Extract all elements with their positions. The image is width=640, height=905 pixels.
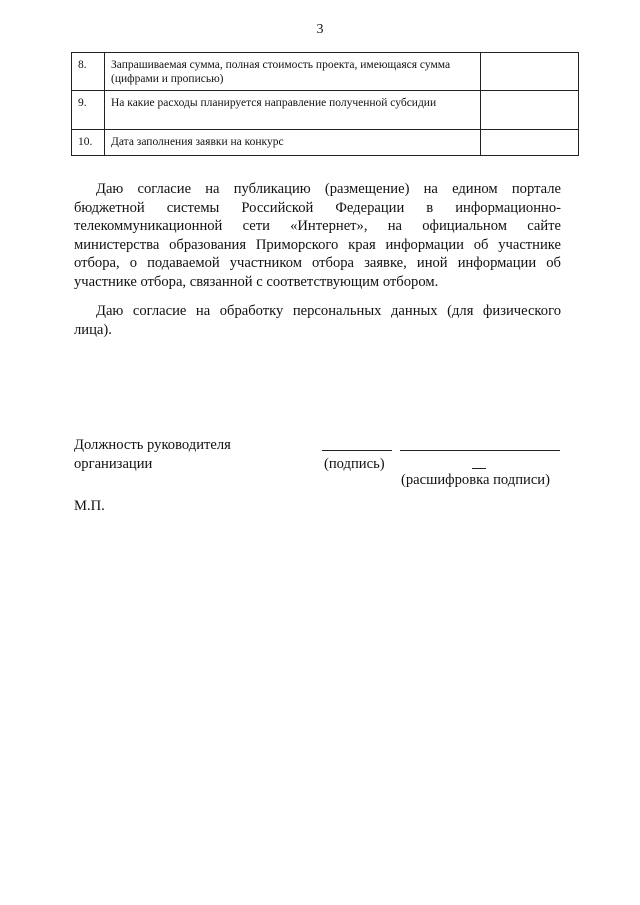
page-number: 3 — [316, 22, 324, 37]
row-label: На какие расходы планируется направление полученной субсидии — [105, 91, 481, 130]
position-title — [74, 436, 231, 473]
row-label: Дата заполнения заявки на конкурс — [105, 130, 481, 156]
row-value[interactable] — [481, 53, 579, 91]
position-line-2: организации — [74, 455, 153, 472]
row-number: 10. — [72, 130, 105, 156]
row-label: Запрашиваемая сумма, полная стоимость проекта, имеющаяся сумма (цифрами и прописью) — [105, 53, 481, 91]
signature-line[interactable] — [322, 450, 392, 451]
application-table — [71, 52, 579, 156]
table-row — [72, 130, 579, 156]
stamp-placeholder: М.П. — [74, 498, 105, 514]
decoding-short-line — [472, 468, 486, 469]
decoding-line[interactable] — [400, 450, 560, 451]
signature-caption: (подпись) — [324, 456, 385, 472]
publication-consent-paragraph: Даю согласие на публикацию (размещение) на едином портале бюджетной системы Российской Федерации в информационно-телекоммуникационной сети «Интернет», на официальном сайте министерства образования Приморского края информации об участнике отбора, о подаваемой участником отбора заявке, иной информации об участнике отбора, связанной с соответствующим отбором. — [74, 181, 561, 290]
row-number: 8. — [72, 53, 105, 91]
table-row — [72, 53, 579, 91]
personal-data-consent-paragraph: Даю согласие на обработку персональных данных (для физического лица). — [74, 303, 561, 338]
row-value[interactable] — [481, 91, 579, 130]
decoding-caption: (расшифровка подписи) — [401, 472, 550, 488]
table-row — [72, 91, 579, 130]
row-value[interactable] — [481, 130, 579, 156]
position-line-1: Должность руководителя — [74, 437, 231, 453]
row-number: 9. — [72, 91, 105, 130]
